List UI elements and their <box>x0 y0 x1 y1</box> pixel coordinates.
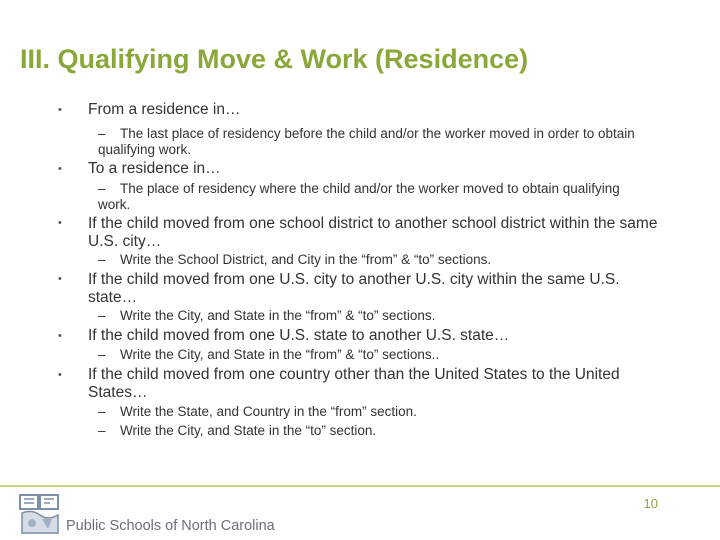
sub-bullet-text: The last place of residency before the child and/or the worker moved in order to obtain qualifying work. <box>98 126 635 157</box>
sub-bullet-text: Write the City, and State in the “from” & “to” sections.. <box>120 347 440 362</box>
sub-bullet <box>98 252 638 268</box>
bullet-marker: • <box>58 163 62 175</box>
organization-name: Public Schools of North Carolina <box>66 518 275 534</box>
dash-marker: – <box>98 423 106 438</box>
sub-bullet-text: Write the City, and State in the “to” section. <box>120 423 377 438</box>
sub-bullet-text: The place of residency where the child and/or the worker moved to obtain qualifying work. <box>98 181 620 212</box>
sub-bullet-text: Write the State, and Country in the “from” section. <box>120 404 417 419</box>
nc-logo-icon <box>18 493 62 540</box>
bullet-marker: • <box>58 104 62 116</box>
dash-marker: – <box>98 252 106 267</box>
bullet-marker: • <box>58 330 62 342</box>
bullet-text: If the child moved from one country other than the United States to the United States… <box>88 366 620 401</box>
bullet-text: If the child moved from one U.S. city to another U.S. city within the same U.S. state… <box>88 271 620 306</box>
dash-marker: – <box>98 181 106 196</box>
dash-marker: – <box>98 308 106 323</box>
bullet-text: From a residence in… <box>88 101 241 118</box>
sub-bullet <box>98 126 638 158</box>
bullet-text: To a residence in… <box>88 160 221 177</box>
bullet-marker: • <box>58 369 62 381</box>
sub-bullet <box>98 308 638 324</box>
sub-bullet <box>98 347 638 363</box>
dash-marker: – <box>98 347 106 362</box>
page-number: 10 <box>643 496 658 511</box>
bullet-marker: • <box>58 273 62 285</box>
slide-title: III. Qualifying Move & Work (Residence) <box>20 44 529 74</box>
sub-bullet <box>98 181 638 213</box>
bullet-marker: • <box>58 217 62 229</box>
dash-marker: – <box>98 404 106 419</box>
sub-bullet-text: Write the City, and State in the “from” & “to” sections. <box>120 308 436 323</box>
bullet-text: If the child moved from one school district to another school district within the same U.S. city… <box>88 215 658 250</box>
sub-bullet <box>98 404 638 420</box>
footer-divider <box>0 485 720 487</box>
bullet-text: If the child moved from one U.S. state to another U.S. state… <box>88 327 510 344</box>
sub-bullet-text: Write the School District, and City in the “from” & “to” sections. <box>120 252 492 267</box>
dash-marker: – <box>98 126 106 141</box>
sub-bullet <box>98 423 638 439</box>
